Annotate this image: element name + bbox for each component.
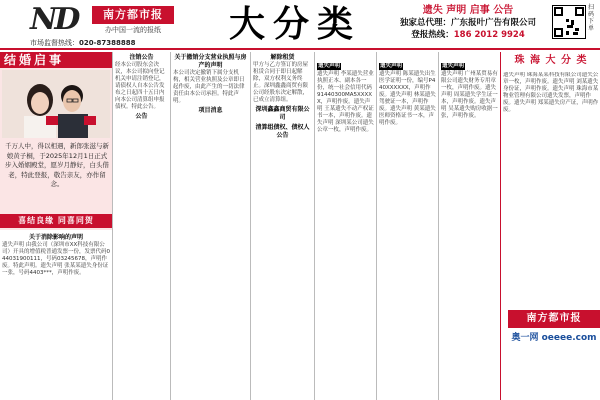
qr-caption: 扫码下单 xyxy=(588,4,595,32)
zhuhai-text: 遗失声明 珠海某某科技有限公司遗失公章一枚，声明作废。遗失声明 刘某遗失身份证，声明作废。遗失声明 珠海市某物业管理有限公司遗失发票，声明作废。遗失声明 郑某遗失房产证，声明作废。 xyxy=(503,72,599,113)
page-header xyxy=(0,0,600,48)
column-5-text: 遗失声明 李某遗失营业执照正本、副本各一份，统一社会信用代码91440300MA5XXXXX，声明作废。遗失声明 王某遗失不动产权证书一本，声明作废。遗失声明 深圳某公司遗失公章一枚，声明作废。 xyxy=(317,71,374,133)
column-3-text: 本公司决定撤销下属分支机构，相关营业执照及公章即日起作废，由此产生的一切法律责任由本公司承担。特此声明。 xyxy=(173,70,245,104)
column-1-text: 遗失声明 由我公司（深圳市XX科技有限公司）开具的增值税普通发票一份，发票代码044031900111，号码03245678，声明作废。特此声明。遗失声明 张某某遗失身份证一张，号码4403***，声明作废。 xyxy=(2,242,111,276)
wedding-text: 千万人中，得以相遇，新郎张滋与新娘黄子桐，于2025年12月1日正式步入婚姻殿堂，愿岁月静好，白头偕老，特此登报，敬告亲友，亦作留念。 xyxy=(5,142,109,188)
column-6-tag: 遗失声明 xyxy=(380,63,403,69)
column-6 xyxy=(376,52,438,400)
wedding-footer: 喜结良缘 同喜同贺 xyxy=(0,214,112,228)
website-link[interactable]: 奥一网 oeeee.com xyxy=(508,330,600,346)
nd-logo: ND xyxy=(30,2,78,37)
column-1 xyxy=(0,232,112,400)
column-1-heading: 关于消除影响的声明 xyxy=(28,234,83,241)
agent-line: 独家总代理：广东报叶广告有限公司 xyxy=(399,18,536,28)
column-3 xyxy=(170,52,250,400)
column-7-text: 遗失声明 广州某贸易有限公司遗失财务专用章一枚，声明作废。遗失声明 周某遗失学生证一本，声明作废。遗失声明 吴某遗失购房收据一张，声明作废。 xyxy=(441,71,498,119)
hotline-label: 市场监督热线： xyxy=(30,39,79,47)
column-4-heading-2: 深圳鑫鑫商贸有限公司 xyxy=(255,106,310,121)
column-2-text: 经本公司股东会决议，本公司拟向登记机关申请注销登记，请债权人自本公告发布之日起四十五日内向本公司清算组申报债权。特此公告。 xyxy=(115,62,165,110)
notice-categories: 遗失 声明 启事 公告 xyxy=(422,5,514,16)
column-6-text: 遗失声明 陈某遗失出生医学证明一份，编号P440XXXXXX，声明作废。遗失声明 林某遗失驾驶证一本，声明作废。遗失声明 黄某遗失医师资格证书一本，声明作废。 xyxy=(379,71,436,126)
column-3-heading-2: 项目消息 xyxy=(198,107,223,114)
zhuhai-title: 珠 海 大 分 类 xyxy=(514,55,588,66)
phone-label: 登报热线： xyxy=(411,30,454,40)
column-4-heading: 解除租赁 xyxy=(270,54,295,61)
column-7 xyxy=(438,52,500,400)
notice-block xyxy=(386,4,550,41)
footer-masthead: 南方都市报 xyxy=(508,310,600,328)
column-7-tag: 遗失声明 xyxy=(442,63,465,69)
column-2-heading: 注销公告 xyxy=(129,54,154,61)
page-title: 大分类 xyxy=(228,3,361,45)
column-2 xyxy=(112,52,170,400)
column-5-tag: 遗失声明 xyxy=(318,63,341,69)
couple-photo-icon xyxy=(2,70,110,138)
header-rule xyxy=(0,48,600,50)
column-2-heading-2: 公告 xyxy=(135,113,148,120)
qr-code-icon[interactable] xyxy=(552,5,586,39)
slogan: 办中国一流的报纸 xyxy=(105,26,161,34)
classified-body xyxy=(0,52,600,400)
zhuhai-section xyxy=(500,52,600,400)
column-4-heading-3: 清算组债权、债权人公告 xyxy=(255,124,310,139)
column-5 xyxy=(314,52,376,400)
hotline xyxy=(30,38,135,48)
phone-line xyxy=(386,29,550,41)
column-4 xyxy=(250,52,314,400)
wedding-photo xyxy=(2,70,110,138)
column-4-text: 甲方与乙方签订的房屋租赁合同于即日起解除，双方权利义务终止。深圳鑫鑫商贸有限公司经股东决定解散，已成立清算组。 xyxy=(253,62,309,103)
wedding-title: 结婚启事 xyxy=(4,53,65,67)
hotline-number: 020-87388888 xyxy=(79,39,136,47)
wedding-announcement xyxy=(0,52,112,230)
phone-number: 186 2012 9924 xyxy=(453,30,525,40)
column-3-heading: 关于撤销分支营业执照与房产的声明 xyxy=(174,54,247,69)
newspaper-masthead: 南方都市报 xyxy=(92,6,174,24)
